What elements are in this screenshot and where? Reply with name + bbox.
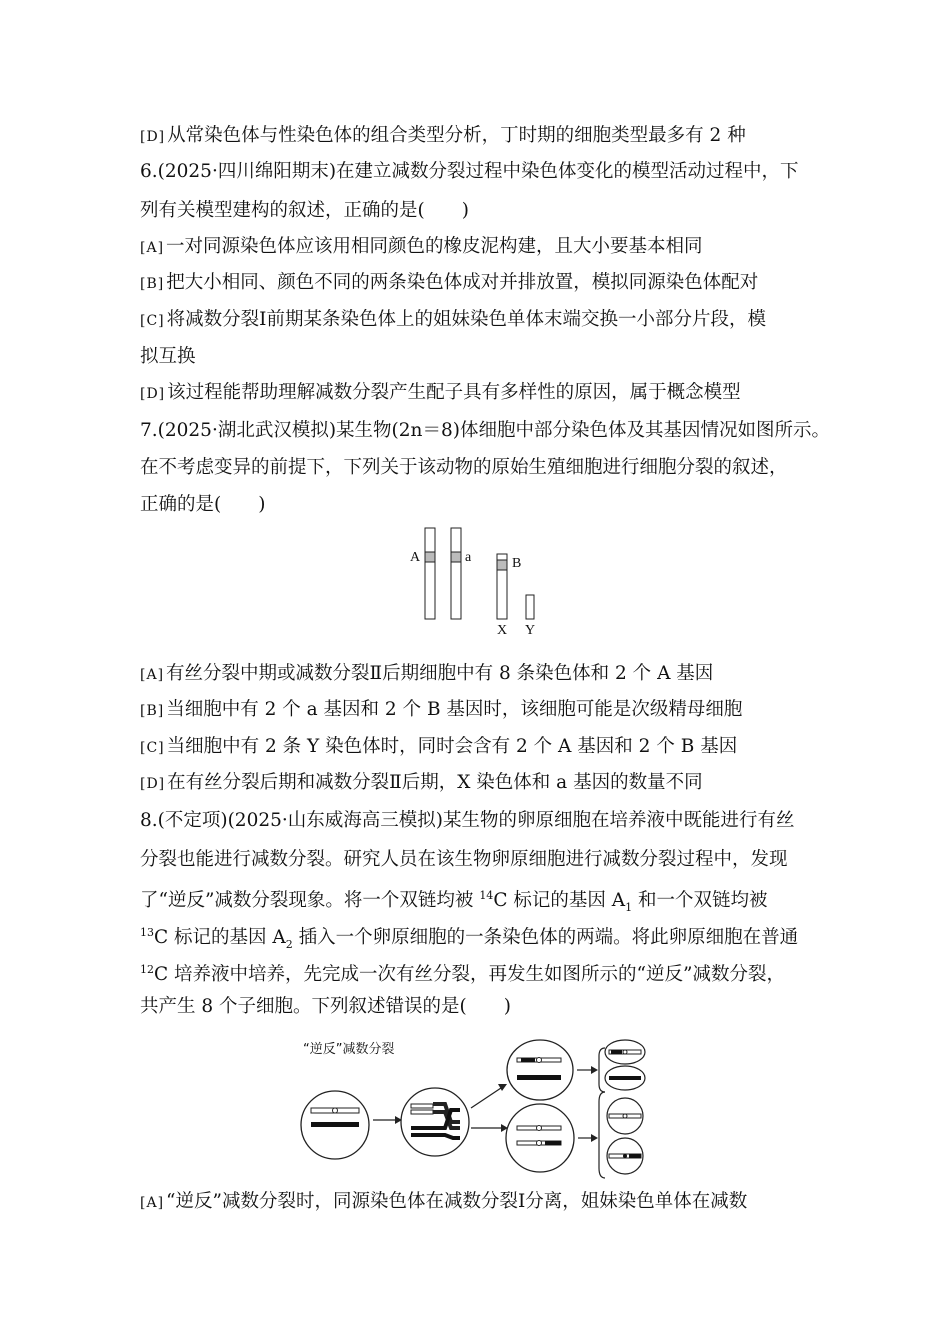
- q6-stem-line-2: 列有关模型建构的叙述，正确的是( ): [140, 200, 469, 221]
- centromere: [623, 1114, 627, 1118]
- centromere: [623, 1154, 627, 1158]
- chromatid: [411, 1104, 433, 1108]
- figure-title: “逆反”减数分裂: [303, 1042, 395, 1057]
- arrow-head: [591, 1066, 598, 1074]
- centromere: [537, 1075, 542, 1080]
- option-tag: [B]: [140, 276, 165, 292]
- q6-option-c-continued: 拟互换: [140, 346, 196, 367]
- chromosome-figure: [400, 525, 560, 645]
- option-tag: [A]: [140, 667, 165, 683]
- daughter-cell-upper: [507, 1040, 573, 1100]
- q7-stem-line-1: 7.(2025·湖北武汉模拟)某生物(2n＝8)体细胞中部分染色体及其基因情况如图所示。: [140, 420, 830, 441]
- centromere: [537, 1141, 542, 1146]
- option-text: “逆反”减数分裂时，同源染色体在减数分裂Ⅰ分离，姐妹染色单体在减数: [166, 1191, 748, 1212]
- text-segment: 插入一个卵原细胞的一条染色体的两端。将此卵原细胞在普通: [292, 927, 799, 949]
- gene-band-a-lower: [451, 552, 461, 562]
- option-tag: [B]: [140, 703, 165, 719]
- q7-option-d: [140, 771, 703, 796]
- q8-stem-line-1: 8.(不定项)(2025·山东威海高三模拟)某生物的卵原细胞在培养液中既能进行有丝: [140, 810, 795, 831]
- q7-stem-line-2: 在不考虑变异的前提下，下列关于该动物的原始生殖细胞进行细胞分裂的叙述，: [140, 457, 788, 478]
- centromere: [623, 1050, 627, 1054]
- gene-band-b: [497, 560, 507, 570]
- chromatid: [411, 1133, 433, 1137]
- q8-stem-line-3: [140, 884, 767, 920]
- chromosome-label-x: X: [497, 623, 508, 638]
- q8-option-a: [140, 1190, 747, 1215]
- option-tag: [A]: [140, 1195, 165, 1211]
- isotope-superscript: 12: [140, 963, 154, 976]
- text-segment: C 标记的基因 A: [154, 927, 286, 949]
- gene-label-a-upper: A: [410, 550, 421, 565]
- option-text: 从常染色体与性染色体的组合类型分析，丁时期的细胞类型最多有 2 种: [167, 125, 746, 146]
- centromere: [333, 1108, 338, 1113]
- q6-option-c: [140, 308, 766, 333]
- chromosome-segment: [611, 1050, 622, 1054]
- option-tag: [A]: [140, 240, 165, 256]
- gene-label-b: B: [512, 556, 522, 571]
- q5-option-d: [140, 124, 746, 149]
- centromere: [537, 1126, 542, 1131]
- gene-subscript: 1: [625, 900, 633, 914]
- q7-option-c: [140, 735, 737, 760]
- text-segment: C 培养液中培养，先完成一次有丝分裂，再发生如图所示的“逆反”减数分裂，: [154, 964, 785, 986]
- isotope-superscript: 13: [140, 926, 154, 939]
- chromosome-segment: [629, 1154, 641, 1158]
- reverse-meiosis-figure: [295, 1030, 655, 1180]
- text-segment: C 标记的基因 A: [493, 890, 626, 912]
- arrow-head: [498, 1084, 507, 1091]
- chromosome-label-y: Y: [525, 623, 536, 638]
- q6-stem-line-1: 6.(2025·四川绵阳期末)在建立减数分裂过程中染色体变化的模型活动过程中，下: [140, 161, 799, 182]
- arrow-line: [471, 1088, 501, 1108]
- text-segment: 和一个双链均被: [632, 890, 768, 912]
- q7-stem-line-3: 正确的是( ): [140, 494, 266, 515]
- option-tag: [D]: [140, 129, 166, 145]
- gene-label-a-lower: a: [465, 550, 472, 565]
- option-text: 将减数分裂Ⅰ前期某条染色体上的姐妹染色单体末端交换一小部分片段，模: [166, 309, 766, 330]
- option-tag: [D]: [140, 386, 166, 402]
- chromosome-diagram: [400, 525, 560, 645]
- option-text: 当细胞中有 2 个 a 基因和 2 个 B 基因时，该细胞可能是次级精母细胞: [166, 699, 743, 720]
- q7-option-a: [140, 662, 713, 687]
- chromosome-segment: [545, 1141, 561, 1145]
- chromatid: [411, 1110, 433, 1114]
- q8-stem-line-4: [140, 921, 798, 957]
- chromosome-with-a-lower: [451, 528, 461, 619]
- q8-stem-line-6: 共产生 8 个子细胞。下列叙述错误的是( ): [140, 996, 511, 1017]
- arrow-head: [591, 1134, 598, 1142]
- centromere: [537, 1058, 542, 1063]
- option-text: 当细胞中有 2 条 Y 染色体时，同时会含有 2 个 A 基因和 2 个 B 基因: [166, 736, 738, 757]
- option-text: 把大小相同、颜色不同的两条染色体成对并排放置，模拟同源染色体配对: [166, 272, 759, 293]
- chromosome-with-a-upper: [425, 528, 435, 619]
- option-tag: [C]: [140, 313, 165, 329]
- q6-option-d: [140, 381, 741, 406]
- chromosome-segment: [521, 1058, 535, 1062]
- option-text: 有丝分裂中期或减数分裂Ⅱ后期细胞中有 8 条染色体和 2 个 A 基因: [166, 663, 714, 684]
- bracket: [599, 1048, 605, 1092]
- q8-stem-line-2: 分裂也能进行减数分裂。研究人员在该生物卵原细胞进行减数分裂过程中，发现: [140, 849, 788, 870]
- chromatid: [411, 1126, 433, 1130]
- gene-band-a-upper: [425, 552, 435, 562]
- option-text: 该过程能帮助理解减数分裂产生配子具有多样性的原因，属于概念模型: [167, 382, 741, 403]
- q8-stem-line-5: [140, 958, 785, 987]
- q6-option-a: [140, 235, 703, 260]
- option-text: 一对同源染色体应该用相同颜色的橡皮泥构建，且大小要基本相同: [166, 236, 703, 257]
- chromosome-y: [526, 595, 534, 619]
- bracket: [599, 1092, 605, 1178]
- option-tag: [C]: [140, 740, 165, 756]
- q7-option-b: [140, 698, 742, 723]
- centromere: [333, 1122, 338, 1127]
- gene-subscript: 2: [285, 937, 293, 951]
- daughter-cell-lower: [506, 1104, 574, 1172]
- centromere: [623, 1076, 627, 1080]
- isotope-superscript: 14: [479, 889, 494, 902]
- option-text: 在有丝分裂后期和减数分裂Ⅱ后期，X 染色体和 a 基因的数量不同: [167, 772, 703, 793]
- q6-option-b: [140, 271, 758, 296]
- option-tag: [D]: [140, 776, 166, 792]
- text-segment: 了“逆反”减数分裂现象。将一个双链均被: [140, 890, 480, 912]
